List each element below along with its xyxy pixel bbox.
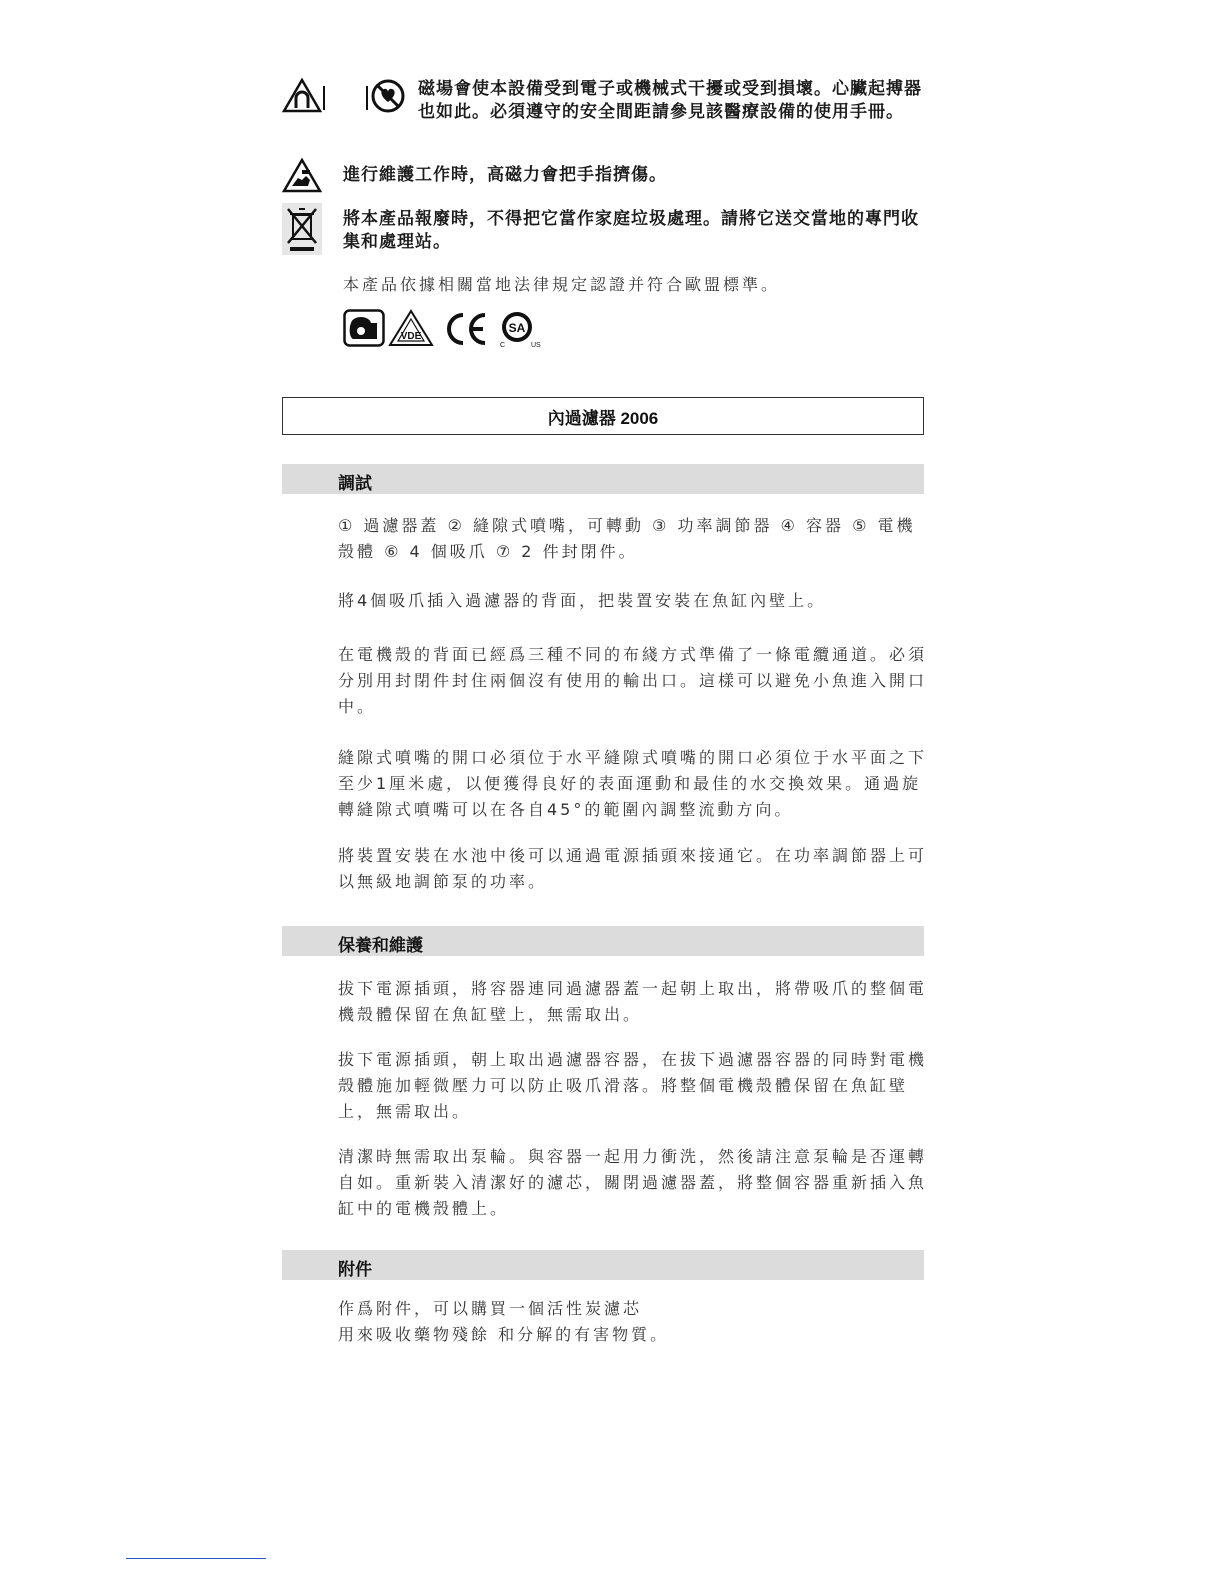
section-heading: 調試 [338,474,372,493]
section-heading: 保養和維護 [338,936,423,955]
csa-us-mark: US [531,342,541,349]
section-header-accessories [282,1250,924,1280]
section-header-care [282,926,924,956]
commissioning-paragraph: ① 過濾器蓋 ② 縫隙式噴嘴，可轉動 ③ 功率調節器 ④ 容器 ⑤ 電機殼體 ⑥ 4 個吸爪 ⑦ 2 件封閉件。 [338,516,916,561]
csa-c-mark: C [500,342,506,349]
product-title: 內過濾器 2006 [282,397,924,435]
section-header-commissioning [282,464,924,494]
footer-rule [126,1558,266,1559]
care-paragraph: 清潔時無需取出泵輪。與容器一起用力衝洗，然後請注意泵輪是否運轉自如。重新裝入清潔好的濾芯，關閉過濾器蓋，將整個容器重新插入魚缸中的電機殼體上。 [338,1147,928,1218]
csa-logo [499,309,545,353]
pacemaker-prohibited-icon [364,78,408,114]
wheelie-bin-crossed-icon [282,203,322,255]
vde-logo [388,309,434,351]
svg-text:SA: SA [508,321,526,335]
section-heading: 附件 [338,1260,372,1279]
hand-crush-warning-icon [282,158,322,194]
gs-logo [343,309,385,351]
care-paragraph: 拔下電源插頭，將容器連同過濾器蓋一起朝上取出，將帶吸爪的整個電機殼體保留在魚缸壁上，無需取出。 [338,979,928,1024]
ce-mark [443,311,489,351]
accessories-paragraph: 作爲附件，可以購買一個活性炭濾芯 [338,1299,643,1318]
finger-crush-warning: 進行維護工作時，高磁力會把手指擠傷。 [343,165,667,185]
magnet-pacemaker-warning: 磁場會使本設備受到電子或機械式干擾或受到損壞。心臟起搏器也如此。必須遵守的安全間距請參見該醫療設備的使用手冊。 [418,79,922,122]
commissioning-paragraph: 將4個吸爪插入過濾器的背面，把裝置安裝在魚缸內壁上。 [338,591,827,610]
commissioning-paragraph: 在電機殼的背面已經爲三種不同的布綫方式準備了一條電纜通道。必須分別用封閉件封住兩個沒有使用的輸出口。這樣可以避免小魚進入開口中。 [338,645,928,716]
care-paragraph: 拔下電源插頭，朝上取出過濾器容器，在拔下過濾器容器的同時對電機殼體施加輕微壓力可以防止吸爪滑落。將整個電機殼體保留在魚缸壁上，無需取出。 [338,1050,928,1121]
disposal-warning: 將本產品報廢時，不得把它當作家庭垃圾處理。請將它送交當地的專門收集和處理站。 [343,209,919,252]
commissioning-paragraph: 將裝置安裝在水池中後可以通過電源插頭來接通它。在功率調節器上可以無級地調節泵的功率。 [338,846,928,891]
accessories-paragraph: 用來吸收藥物殘餘 和分解的有害物質。 [338,1325,670,1344]
magnet-warning-icon [282,78,326,114]
commissioning-paragraph: 縫隙式噴嘴的開口必須位于水平縫隙式噴嘴的開口必須位于水平面之下至少1厘米處，以便獲得良好的表面運動和最佳的水交換效果。通過旋轉縫隙式噴嘴可以在各自45°的範圍內調整流動方向。 [338,748,928,819]
certification-text: 本產品依據相關當地法律規定認證并符合歐盟標準。 [343,275,781,294]
vde-logo-text: VDE [400,331,422,342]
